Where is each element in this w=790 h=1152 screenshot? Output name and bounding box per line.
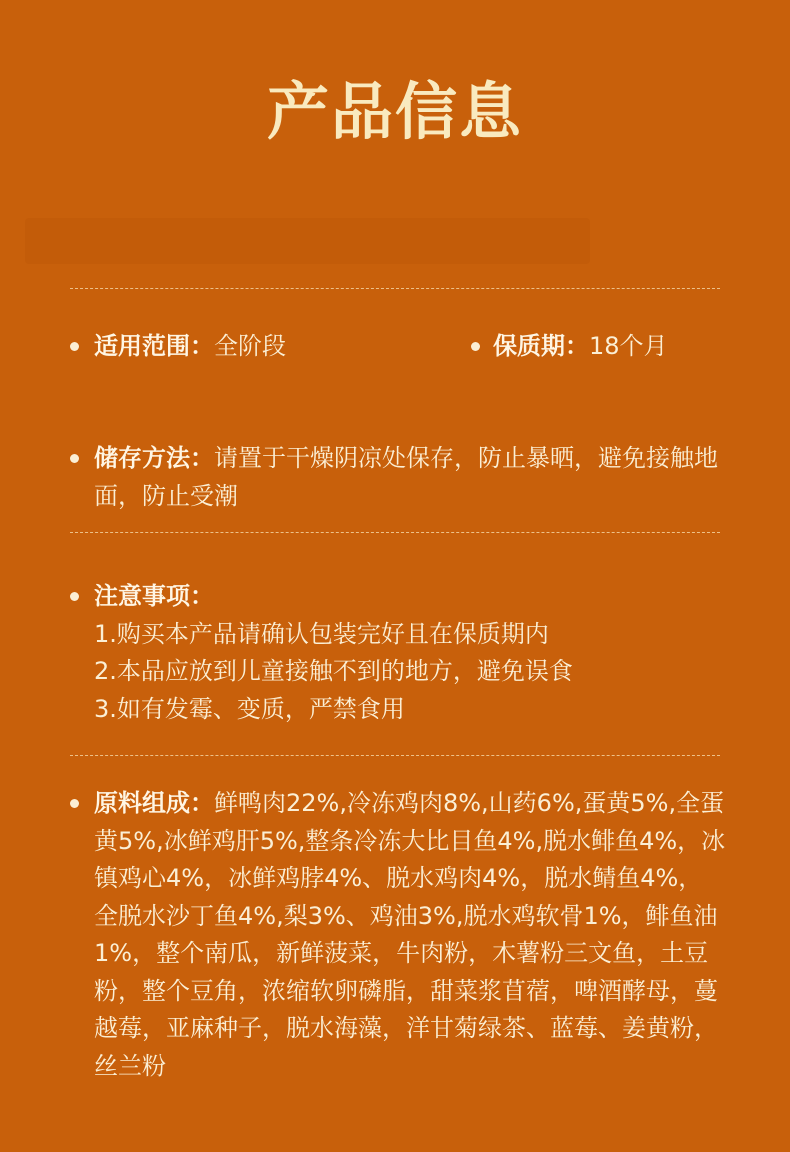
divider (70, 288, 720, 289)
bullet-icon (70, 799, 79, 808)
shelf-life-label: 保质期： (493, 332, 589, 360)
divider (70, 532, 720, 533)
decorative-band (25, 218, 590, 264)
notes-label: 注意事项： (94, 582, 214, 610)
ingredients-item (94, 785, 726, 1085)
storage-item (94, 440, 718, 515)
notes-section (94, 578, 718, 728)
divider (70, 755, 720, 756)
scope-label: 适用范围： (94, 332, 214, 360)
notes-item-2: 2.本品应放到儿童接触不到的地方，避免误食 (94, 657, 573, 685)
ingredients-value: 鲜鸭肉22%,冷冻鸡肉8%,山药6%,蛋黄5%,全蛋黄5%,冰鲜鸡肝5%,整条冷冻大比目鱼4%,脱水鲱鱼4%，冰镇鸡心4%，冰鲜鸡脖4%、脱水鸡肉4%，脱水鲭鱼4%，全脱水沙丁鱼4%,梨3%、鸡油3%,脱水鸡软骨1%，鲱鱼油1%，整个南瓜，新鲜菠菜，牛肉粉，木薯粉三文鱼，土豆粉，整个豆角，浓缩软卵磷脂，甜菜浆苜蓿，啤酒酵母，蔓越莓，亚麻种子，脱水海藻，洋甘菊绿茶、蓝莓、姜黄粉，丝兰粉 (94, 789, 726, 1080)
ingredients-label: 原料组成： (94, 789, 214, 817)
scope-value: 全阶段 (214, 332, 286, 360)
storage-label: 储存方法： (94, 444, 214, 472)
bullet-icon (471, 342, 480, 351)
shelf-life-item (493, 328, 668, 366)
notes-item-1: 1.购买本产品请确认包装完好且在保质期内 (94, 619, 549, 648)
storage-value: 请置于干燥阴凉处保存，防止暴晒，避免接触地面，防止受潮 (94, 444, 718, 510)
bullet-icon (70, 592, 79, 601)
notes-item-3: 3.如有发霉、变质，严禁食用 (94, 694, 405, 723)
bullet-icon (70, 454, 79, 463)
bullet-icon (70, 342, 79, 351)
page-title: 产品信息 (266, 75, 523, 148)
scope-item (94, 328, 286, 366)
shelf-life-value: 18个月 (589, 332, 668, 360)
